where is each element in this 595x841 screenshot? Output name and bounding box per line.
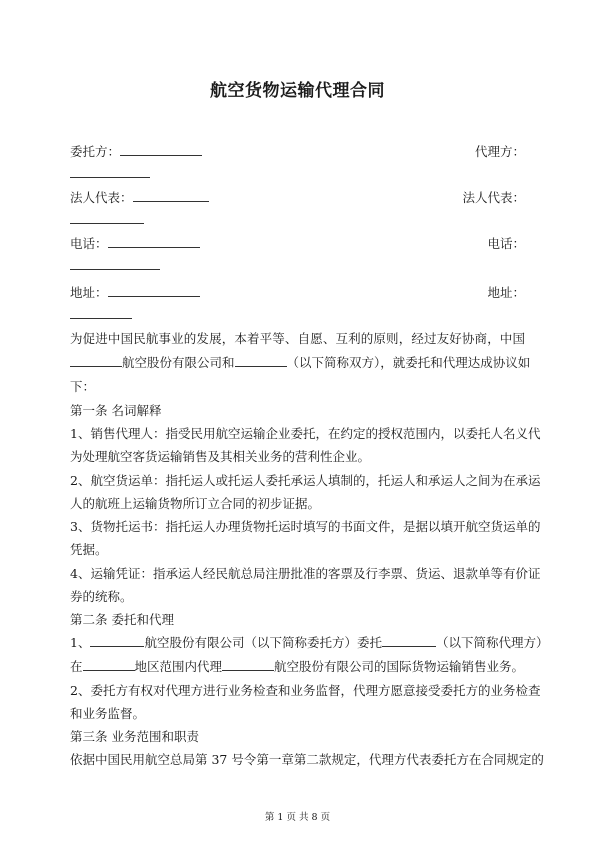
article1-item4-line1: 4、运输凭证：指承运人经民航总局注册批准的客票及行李票、货运、退款单等有价证 [70,566,541,581]
client-field [70,142,202,160]
article1-item3-line1: 3、货物托运书：指托运人办理货物托运时填写的书面文件，是据以填开航空货运单的 [70,519,541,534]
article1-item3-line2: 凭据。 [70,542,108,557]
article2-blank-1 [90,634,144,647]
parties-address-row [70,283,525,301]
agent-label: 代理方： [474,144,525,159]
rep-right-blank [70,211,144,224]
preamble-blank-2 [235,354,287,367]
phone-left-blank [108,235,200,248]
article3-line1: 依据中国民用航空总局第 37 号令第一章第二款规定，代理方代表委托方在合同规定的 [70,752,544,767]
address-left-blank [108,284,200,297]
article3-heading: 第三条 业务范围和职责 [70,729,199,744]
article2-item2-line2: 和业务监督。 [70,706,146,721]
parties-phone-row [70,234,525,252]
address-right-blank-row [70,306,525,322]
article2-item1-line2 [70,657,525,675]
article1-item1-line2: 为处理航空客货运输销售及其相关业务的营利性企业。 [70,449,371,464]
article2-blank-3 [83,658,135,671]
client-label: 委托方： [70,144,121,159]
article2-heading: 第二条 委托和代理 [70,612,174,627]
article2-item2-line1: 2、委托方有权对代理方进行业务检查和业务监督，代理方愿意接受委托方的业务检查 [70,683,541,698]
article2-item1-line1 [70,633,549,651]
parties-client-row [70,142,525,160]
article2-item1-prefix: 1、 [70,635,91,650]
article1-item1-line1: 1、销售代理人：指受民用航空运输企业委托，在约定的授权范围内，以委托人名义代 [70,426,541,441]
preamble-line-1: 为促进中国民航事业的发展，本着平等、自愿、互利的原则，经过友好协商，中国 [70,331,525,346]
phone-left-label: 电话： [70,236,108,251]
article1-item4-line2: 券的统称。 [70,589,133,604]
address-right-label: 地址： [487,285,525,300]
client-blank [120,143,202,156]
address-left-label: 地址： [70,285,108,300]
parties-rep-row [70,188,525,206]
article2-blank-4 [222,658,274,671]
phone-right-blank-row [70,257,525,273]
preamble-blank-1 [70,354,122,367]
article1-item2-line2: 人的航班上运输货物所订立合同的初步证据。 [70,496,321,511]
article2-item1-text-a: 航空股份有限公司（以下简称委托方）委托 [144,635,382,650]
agent-blank-row [70,165,525,181]
agent-blank [70,165,150,178]
preamble-line-2 [70,353,531,371]
article1-heading: 第一条 名词解释 [70,403,162,418]
page-footer: 第 1 页 共 8 页 [264,812,331,823]
article2-line2-text-a: 地区范围内代理 [134,659,223,674]
phone-left-field [70,234,200,252]
rep-right-label: 法人代表： [462,190,525,205]
rep-left-label: 法人代表： [70,190,133,205]
phone-right-label: 电话： [487,236,525,251]
article2-line2-text-b: 航空股份有限公司的国际货物运输销售业务。 [274,659,525,674]
document-title: 航空货物运输代理合同 [210,81,385,101]
article2-blank-2 [382,634,436,647]
article2-item1-text-b: （以下简称代理方） [435,635,549,650]
article2-line2-prefix: 在 [70,659,83,674]
address-right-blank [70,306,132,319]
rep-left-field [70,188,209,206]
rep-left-blank [133,189,209,202]
rep-right-blank-row [70,211,525,227]
article1-item2-line1: 2、航空货运单：指托运人或托运人委托承运人填制的，托运人和承运人之间为在承运 [70,473,541,488]
preamble-text-b: （以下简称双方），就委托和代理达成协议如 [286,355,531,370]
preamble-text-a: 航空股份有限公司和 [122,355,235,370]
preamble-line-3: 下： [70,379,96,394]
phone-right-blank [70,257,160,270]
address-left-field [70,283,200,301]
